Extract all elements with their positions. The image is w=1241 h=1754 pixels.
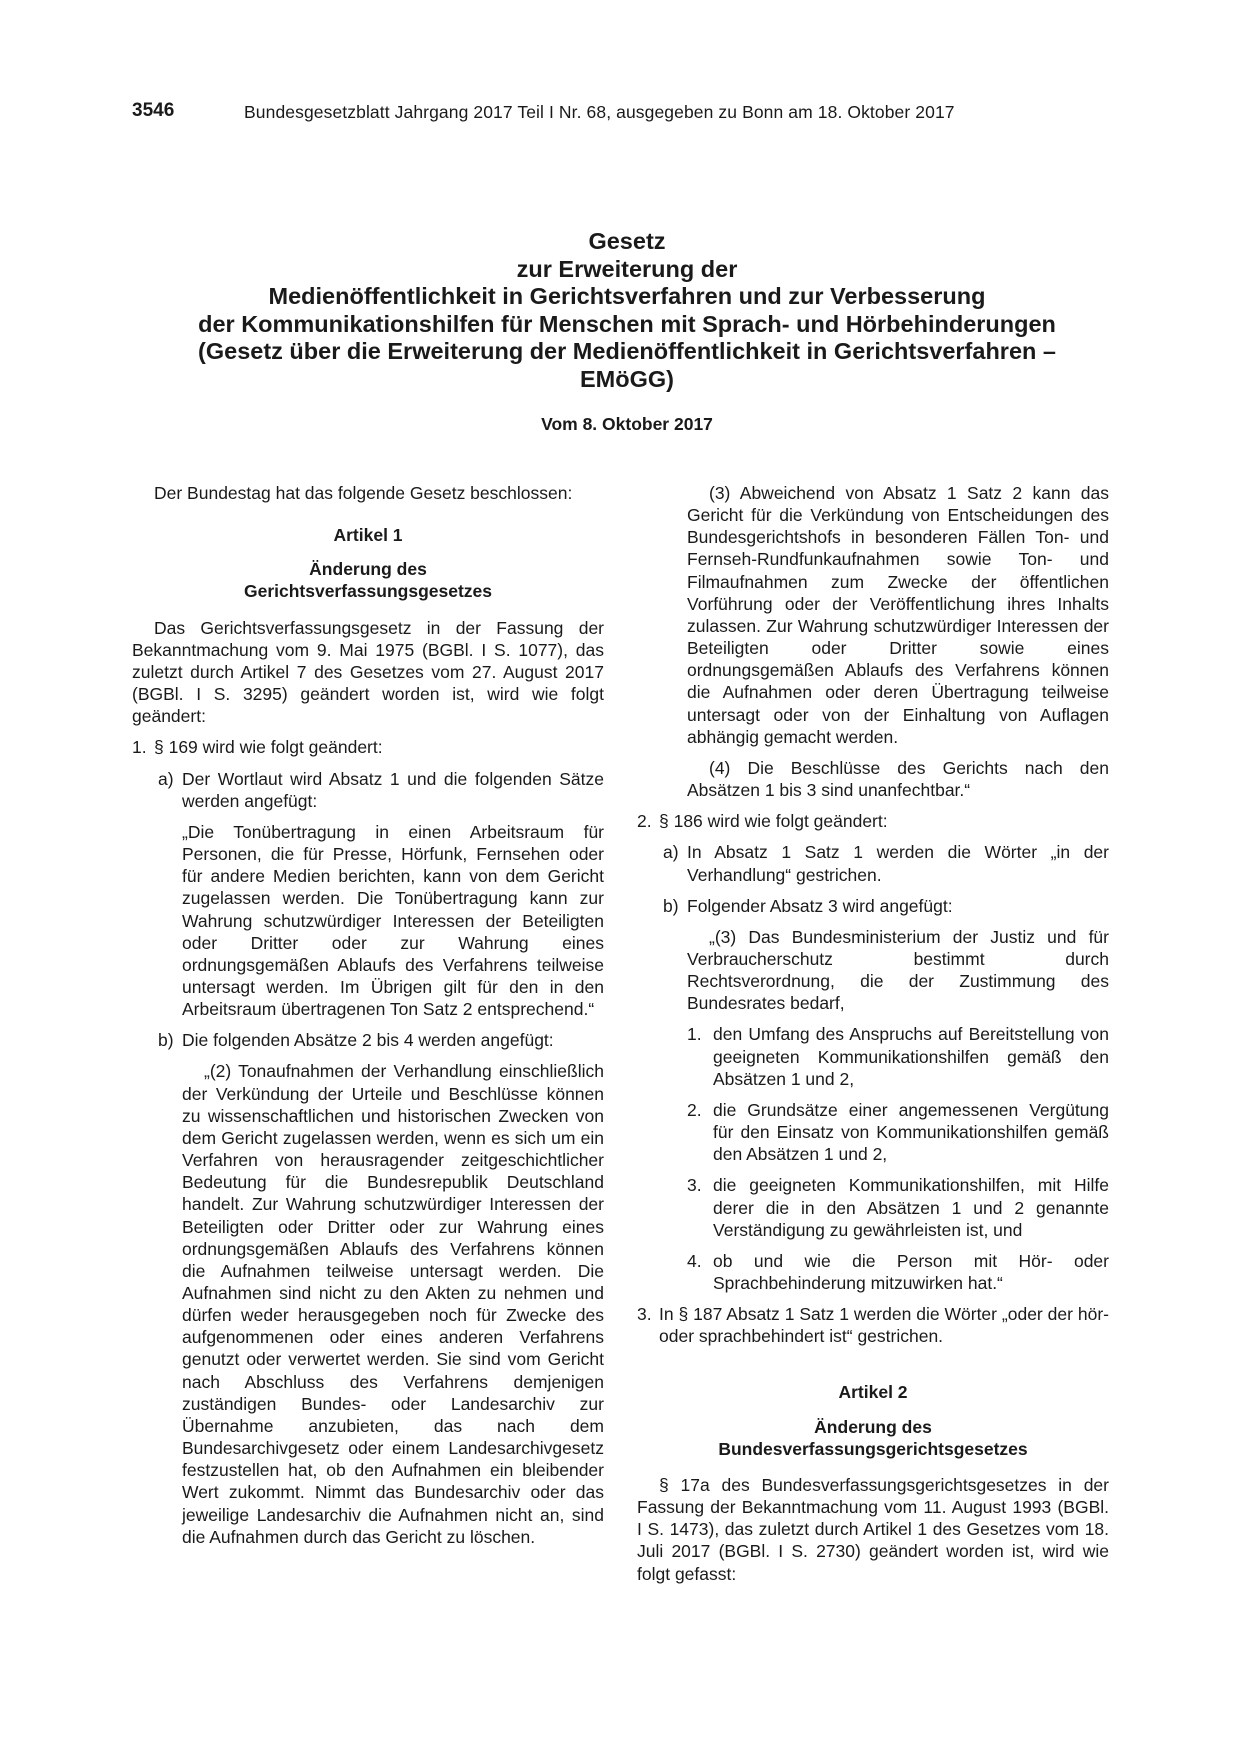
quoted-text: „(3) Das Bundesministerium der Justiz und für Verbraucherschutz bestimmt durch Rechtsverordnung, die der Zustimmung des Bundesrates bedarf, (687, 926, 1109, 1014)
left-column (132, 482, 604, 1548)
item-text: die Grundsätze einer angemessenen Vergütung für den Einsatz von Kommunikationshilfen gemäß den Absätzen 1 und 2, (713, 1099, 1109, 1165)
item-label: 1. (132, 737, 147, 758)
item-label: 3. (687, 1175, 702, 1196)
article-2-title-line: Änderung des (814, 1416, 932, 1437)
item-label: a) (158, 768, 174, 789)
sub-item (663, 841, 1109, 885)
quoted-text: (3) Abweichend von Absatz 1 Satz 2 kann das Gericht für die Verkündung von Entscheidungen des Bundesgerichtshofs in besonderen Fällen Ton- und Fernseh-Rundfunkaufnahmen sowie Ton- und Filmaufnahmen zum Zwecke der öffentlichen Vorführung oder der Veröffentlichung ihres Inhalts zulassen. Zur Wahrung schutzwürdiger Interessen der Beteiligten oder Dritter sowie eines ordnungsgemäßen Ablaufs des Verfahrens können die Aufnahmen oder deren Übertragung teilweise untersagt oder von der Einhaltung von Auflagen abhängig gemacht werden. (687, 483, 1109, 747)
item-text: § 169 wird wie folgt geändert: (154, 737, 383, 758)
article-2-heading: Artikel 2 (838, 1382, 908, 1403)
title-line: der Kommunikationshilfen für Menschen mit Sprach- und Hörbehinderungen (198, 310, 1056, 337)
item-label: b) (663, 895, 679, 916)
article-1-title-line: Änderung des (309, 559, 427, 580)
item-text: Die folgenden Absätze 2 bis 4 werden angefügt: (182, 1030, 554, 1051)
sub-item (158, 1029, 604, 1051)
item-text: In Absatz 1 Satz 1 werden die Wörter „in der Verhandlung“ gestrichen. (687, 842, 1109, 885)
title-line: zur Erweiterung der (516, 255, 738, 282)
right-column (637, 482, 1109, 1585)
list-item (687, 1099, 1109, 1165)
running-head: Bundesgesetzblatt Jahrgang 2017 Teil I Nr. 68, ausgegeben zu Bonn am 18. Oktober 2017 (244, 102, 955, 122)
item-label: 2. (637, 811, 652, 832)
sub-item (663, 895, 1109, 917)
title-line: Gesetz (588, 228, 666, 254)
title-line: Medienöffentlichkeit in Gerichtsverfahren und zur Verbesserung (268, 283, 986, 309)
article-2-title-line: Bundesverfassungsgerichtsgesetzes (718, 1438, 1028, 1459)
item-text: die geeigneten Kommunikationshilfen, mit Hilfe derer die in den Absätzen 1 und 2 genannte Verständigung zu gewährleisten ist, und (713, 1175, 1109, 1240)
item-label: 2. (687, 1099, 702, 1120)
item-label: 4. (687, 1250, 702, 1271)
item-label: 1. (687, 1024, 702, 1045)
article-1-heading: Artikel 1 (333, 525, 403, 546)
item-label: 3. (637, 1304, 652, 1325)
article-2-body: § 17a des Bundesverfassungsgerichtsgesetzes in der Fassung der Bekanntmachung vom 11. August 1993 (BGBl. I S. 1473), das zuletzt durch Artikel 1 des Gesetzes vom 18. Juli 2017 (BGBl. I S. 2730) geändert worden ist, wird wie folgt gefasst: (637, 1474, 1109, 1584)
article-1-body: Das Gerichtsverfassungsgesetz in der Fassung der Bekanntmachung vom 9. Mai 1975 (BGBl. I S. 1077), das zuletzt durch Artikel 7 des Gesetzes vom 27. August 2017 (BGBl. I S. 3295) geändert worden ist, wird wie folgt geändert: (132, 617, 604, 727)
item-text: Folgender Absatz 3 wird angefügt: (687, 895, 953, 916)
quoted-text: „(2) Tonaufnahmen der Verhandlung einschließlich der Verkündung der Urteile und Beschlüsse können zu wissenschaftlichen und historischen Zwecken von dem Gericht zugelassen werden, wenn es sich um ein Verfahren von herausragender zeitgeschichtlicher Bedeutung für die Bundesrepublik Deutschland handelt. Zur Wahrung schutzwürdiger Interessen der Beteiligten oder Dritter oder zur Wahrung eines ordnungsgemäßen Ablaufs des Verfahrens können die Aufnahmen teilweise untersagt werden. Die Aufnahmen sind nicht zu den Akten zu nehmen und dürfen weder herausgegeben noch für Zwecke des aufgenommenen oder eines anderen Verfahrens genutzt oder verwertet werden. Sie sind vom Gericht nach Abschluss des Verfahrens demjenigen zuständigen Bundes- oder Landesarchiv zur Übernahme anzubieten, das nach dem Bundesarchivgesetz oder einem Landesarchivgesetz festzustellen hat, ob den Aufnahmen ein bleibender Wert zukommt. Nimmt das Bundesarchiv oder das jeweilige Landesarchiv die Aufnahmen nicht an, sind die Aufnahmen durch das Gericht zu löschen. (182, 1061, 604, 1547)
quoted-text: (4) Die Beschlüsse des Gerichts nach den Absätzen 1 bis 3 sind unanfechtbar.“ (687, 757, 1109, 801)
list-item (687, 1023, 1109, 1089)
enactment-clause: Der Bundestag hat das folgende Gesetz beschlossen: (154, 483, 573, 503)
item-text: ob und wie die Person mit Hör- oder Sprachbehinderung mitzuwirken hat.“ (713, 1250, 1109, 1293)
list-item (637, 810, 1109, 832)
item-label: b) (158, 1030, 174, 1051)
item-text: § 186 wird wie folgt geändert: (659, 811, 888, 832)
item-label: a) (663, 842, 679, 863)
list-item (637, 1303, 1109, 1347)
item-text: den Umfang des Anspruchs auf Bereitstellung von geeigneten Kommunikationshilfen gemäß den Absätzen 1 und 2, (713, 1024, 1109, 1089)
law-title (132, 228, 1122, 393)
sub-item (158, 768, 604, 812)
list-item (687, 1250, 1109, 1294)
page-number: 3546 (132, 100, 175, 121)
list-item (132, 736, 604, 758)
title-line: (Gesetz über die Erweiterung der Medienöffentlichkeit in Gerichtsverfahren – (198, 338, 1056, 364)
quoted-text: „Die Tonübertragung in einen Arbeitsraum für Personen, die für Presse, Hörfunk, Fernsehen oder für andere Medien berichten, kann von dem Gericht zugelassen werden. Die Tonübertragung kann zur Wahrung schutzwürdiger Interessen der Beteiligten oder Dritter oder zur Wahrung eines ordnungsgemäßen Ablaufs des Verfahrens teilweise untersagt werden. Im Übrigen gilt für den in den Arbeitsraum übertragenen Ton Satz 2 entsprechend.“ (182, 821, 604, 1020)
list-item (687, 1174, 1109, 1240)
item-text: In § 187 Absatz 1 Satz 1 werden die Wörter „oder der hör- oder sprachbehindert ist“ gestrichen. (659, 1304, 1109, 1347)
law-date: Vom 8. Oktober 2017 (541, 414, 713, 434)
title-line: EMöGG) (580, 365, 674, 392)
item-text: Der Wortlaut wird Absatz 1 und die folgenden Sätze werden angefügt: (182, 768, 604, 811)
page-header (132, 100, 1122, 128)
article-1-title-line: Gerichtsverfassungsgesetzes (243, 581, 493, 602)
